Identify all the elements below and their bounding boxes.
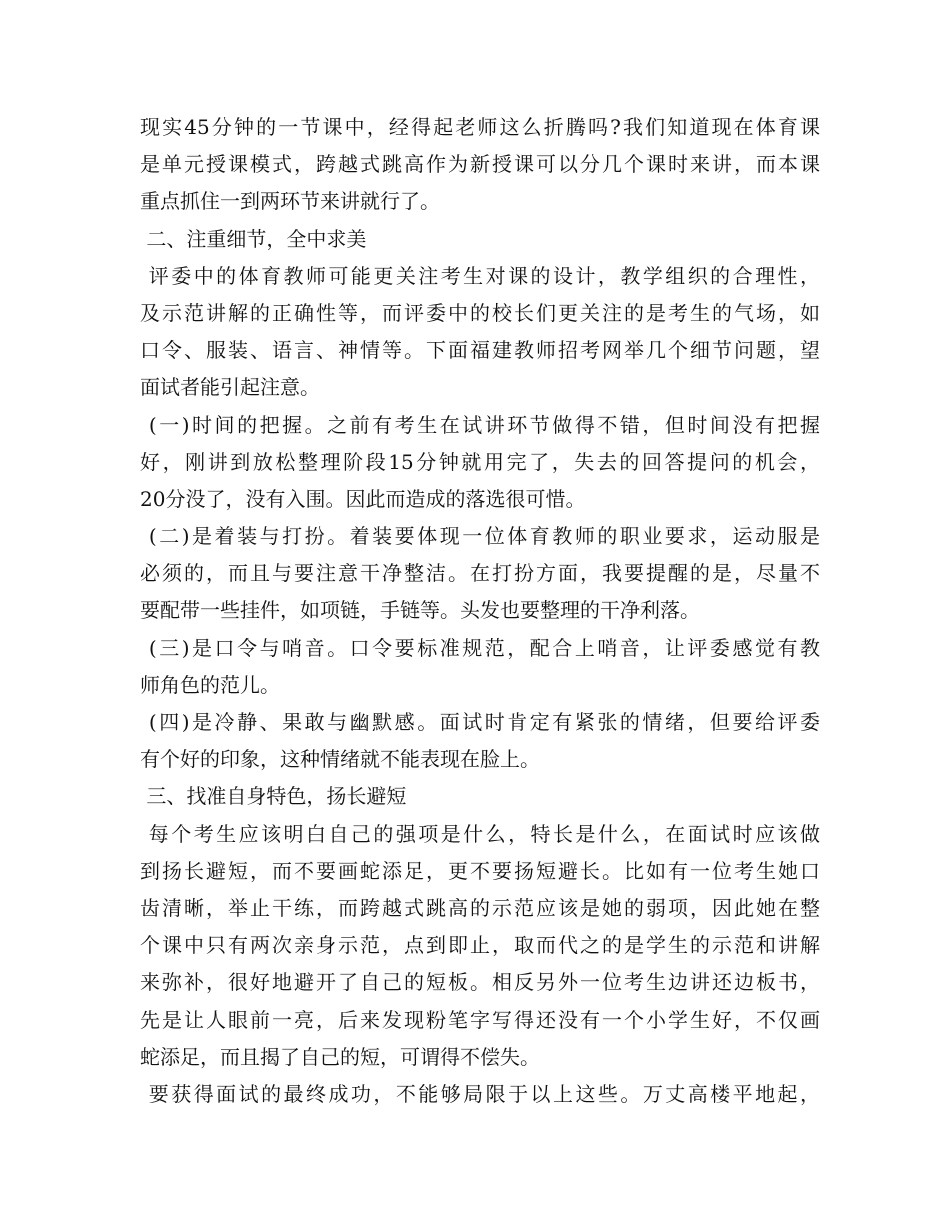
section-heading: 三、找准自身特色，扬长避短	[140, 784, 407, 809]
text-line: 20分没了，没有入围。因此而造成的落选很可惜。	[140, 486, 586, 511]
text-line: (一)时间的把握。之前有考生在试讲环节做得不错，但时间没有把握	[140, 412, 820, 437]
text-line: (四)是冷静、果敢与幽默感。面试时肯定有紧张的情绪，但要给评委	[140, 710, 820, 734]
text-line: 要配带一些挂件，如项链，手链等。头发也要整理的干净利落。	[140, 598, 700, 623]
text-line: 先是让人眼前一亮，后来发现粉笔字写得还没有一个小学生好，不仅画	[140, 1007, 820, 1032]
document-body-text	[140, 109, 820, 1113]
text-line: 到扬长避短，而不要画蛇添足，更不要扬短避长。比如有一位考生她口	[140, 858, 820, 883]
text-line: 要获得面试的最终成功，不能够局限于以上这些。万丈高楼平地起，	[140, 1081, 820, 1106]
text-line: (二)是着装与打扮。着装要体现一位体育教师的职业要求，运动服是	[140, 524, 820, 549]
text-line: 是单元授课模式，跨越式跳高作为新授课可以分几个课时来讲，而本课	[140, 152, 820, 177]
text-line: 必须的，而且与要注意干净整洁。在打扮方面，我要提醒的是，尽量不	[140, 561, 820, 586]
text-line: 来弥补，很好地避开了自己的短板。相反另外一位考生边讲还边板书，	[140, 970, 820, 995]
text-line: 现实45分钟的一节课中，经得起老师这么折腾吗?我们知道现在体育课	[140, 115, 820, 139]
text-line: 每个考生应该明白自己的强项是什么，特长是什么，在面试时应该做	[140, 821, 820, 846]
text-line: 口令、服装、语言、神情等。下面福建教师招考网举几个细节问题，望	[140, 338, 820, 363]
text-line: (三)是口令与哨音。口令要标准规范，配合上哨音，让评委感觉有教	[140, 635, 820, 660]
section-heading: 二、注重细节，全中求美	[140, 226, 367, 251]
text-line: 重点抓住一到两环节来讲就行了。	[140, 189, 440, 214]
text-line: 及示范讲解的正确性等，而评委中的校长们更关注的是考生的气场，如	[140, 300, 820, 325]
text-line: 师角色的范儿。	[140, 672, 280, 697]
text-line: 蛇添足，而且揭了自己的短，可谓得不偿失。	[140, 1044, 540, 1069]
text-line: 评委中的体育教师可能更关注考生对课的设计，教学组织的合理性，	[140, 263, 820, 288]
text-line: 面试者能引起注意。	[140, 375, 320, 400]
text-line: 有个好的印象，这种情绪就不能表现在脸上。	[140, 747, 540, 772]
text-line: 好，刚讲到放松整理阶段15分钟就用完了，失去的回答提问的机会，	[140, 449, 820, 474]
text-line: 齿清晰，举止干练，而跨越式跳高的示范应该是她的弱项，因此她在整	[140, 895, 820, 920]
text-line: 个课中只有两次亲身示范，点到即止，取而代之的是学生的示范和讲解	[140, 933, 820, 958]
